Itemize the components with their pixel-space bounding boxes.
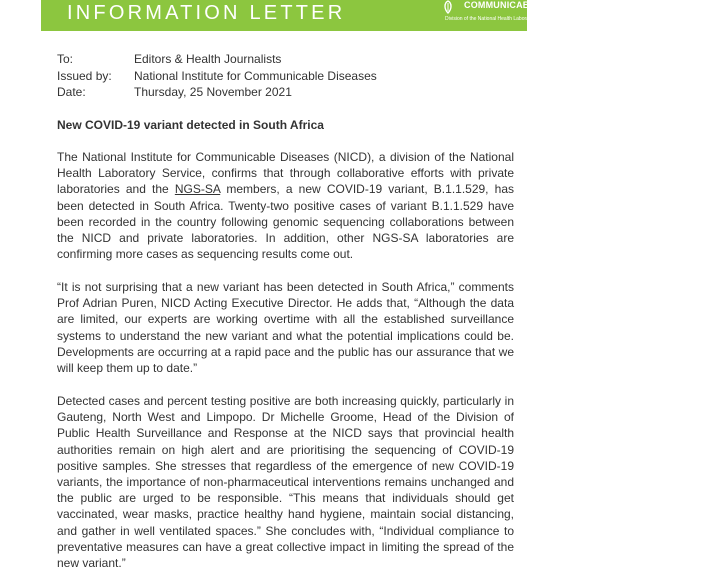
meta-date-label: Date:: [57, 85, 86, 99]
article-heading: New COVID-19 variant detected in South Africa: [57, 118, 324, 132]
meta-date-value: Thursday, 25 November 2021: [134, 85, 292, 99]
meta-issued-value: National Institute for Communicable Diseases: [134, 69, 377, 83]
paragraph-3: Detected cases and percent testing positive are both increasing quickly, particularly in Gauteng, North West and Limpopo. Dr Michelle Groome, Head of the Division of Public Health Surveillance and Response at the NICD says that provincial health authorities remain on high alert and are prioritising the sequencing of COVID-19 positive samples. She stresses that regardless of the emergence of new COVID-19 variants, the importance of non-pharmaceutical interventions remains unchanged and the public are urged to be responsible. “This means that individuals should get vaccinated, wear masks, practice healthy hand hygiene, maintain social distancing, and gather in well ventilated spaces.” She concludes with, “Individual compliance to preventative measures can have a great collective impact in limiting the spread of the new variant.”: [57, 394, 514, 571]
meta-date-row: [57, 85, 292, 99]
ngs-sa-link[interactable]: NGS-SA: [174, 182, 221, 197]
logo-subtext: Division of the National Health Laboratory Service: [445, 16, 556, 22]
paragraph-1: [57, 149, 514, 262]
paragraph-1-text-a: The National Institute for Communicable Diseases (NICD), a division of the National Health Laboratory Service, confirms that through collaborative efforts with private laboratories and the: [57, 150, 514, 197]
nicd-logo-icon: [441, 0, 455, 14]
meta-issued-row: [57, 69, 377, 83]
meta-to-label: To:: [57, 52, 74, 66]
meta-to-value: Editors & Health Journalists: [134, 52, 282, 66]
letter-title: INFORMATION LETTER: [67, 2, 346, 24]
meta-issued-label: Issued by:: [57, 69, 112, 83]
header-banner: [41, 0, 592, 31]
paragraph-1-text-b: members, a new COVID-19 variant, B.1.1.529, has been detected in South Africa. Twenty-two positive cases of variant B.1.1.529 have been recorded in the country following genomic sequencing collaborations between the NICD and private laboratories. In addition, other NGS-SA laboratories are confirming more cases as sequencing results come out.: [57, 182, 515, 262]
paragraph-2: “It is not surprising that a new variant has been detected in South Africa,” comments Prof Adrian Puren, NICD Acting Executive Director. He adds that, “Although the data are limited, our experts are working overtime with all the established surveillance systems to understand the new variant and what the potential implications could be. Developments are occurring at a rapid pace and the public has our assurance that we will keep them up to date.”: [57, 280, 514, 376]
logo-text: COMMUNICABLE DISEASES: [464, 0, 592, 10]
meta-to-row: [57, 52, 281, 66]
